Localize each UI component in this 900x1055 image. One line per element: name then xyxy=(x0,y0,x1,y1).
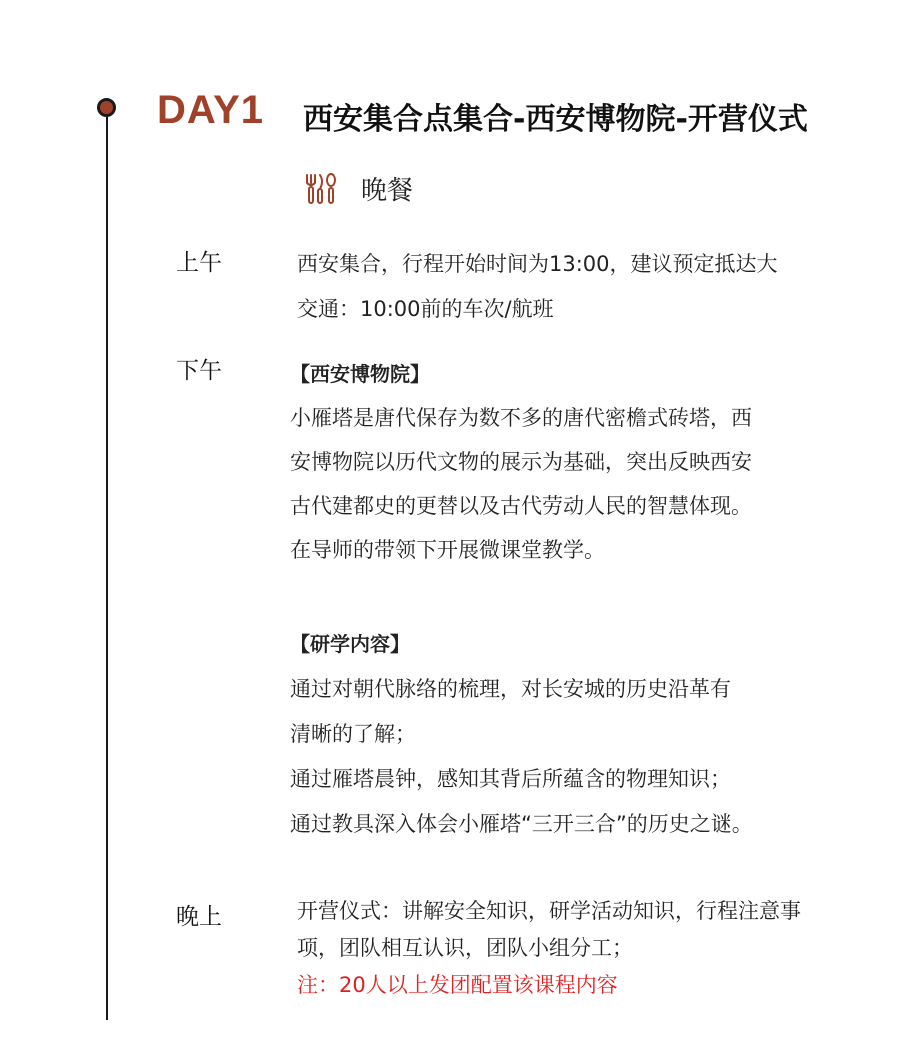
section-line: 小雁塔是唐代保存为数不多的唐代密檐式砖塔，西 xyxy=(290,406,752,430)
section-heading: 【西安博物院】 xyxy=(290,362,430,386)
evening-line: 开营仪式：讲解安全知识，研学活动知识，行程注意事 xyxy=(297,899,801,923)
meal-row xyxy=(303,170,413,207)
section-line: 古代建都史的更替以及古代劳动人民的智慧体现。 xyxy=(290,494,752,518)
evening-note: 注：20人以上发团配置该课程内容 xyxy=(297,973,618,997)
section-line: 通过教具深入体会小雁塔“三开三合”的历史之谜。 xyxy=(290,812,753,836)
section-line: 在导师的带领下开展微课堂教学。 xyxy=(290,538,605,562)
period-afternoon-label: 下午 xyxy=(176,358,222,384)
section-line: 清晰的了解； xyxy=(290,722,416,746)
day-title: 西安集合点集合-西安博物院-开营仪式 xyxy=(303,102,808,137)
utensils-icon xyxy=(303,171,339,207)
afternoon-section-study xyxy=(290,622,753,847)
evening-details xyxy=(297,893,801,1004)
section-line: 通过雁塔晨钟，感知其背后所蕴含的物理知识； xyxy=(290,767,731,791)
section-line: 通过对朝代脉络的梳理，对长安城的历史沿革有 xyxy=(290,677,731,701)
period-morning-label: 上午 xyxy=(176,250,222,276)
period-evening-label: 晚上 xyxy=(176,904,222,930)
evening-line: 项，团队相互认识，团队小组分工； xyxy=(297,936,633,960)
morning-line: 交通：10:00前的车次/航班 xyxy=(297,297,554,321)
timeline-line xyxy=(106,108,108,1020)
section-line: 安博物院以历代文物的展示为基础，突出反映西安 xyxy=(290,450,752,474)
section-heading: 【研学内容】 xyxy=(290,632,410,656)
day-label: DAY1 xyxy=(157,88,265,132)
meal-label: 晚餐 xyxy=(361,176,414,206)
afternoon-section-museum xyxy=(290,352,752,572)
morning-line: 西安集合，行程开始时间为13:00，建议预定抵达大 xyxy=(297,252,778,276)
morning-details xyxy=(297,242,778,332)
timeline-dot xyxy=(97,98,116,117)
